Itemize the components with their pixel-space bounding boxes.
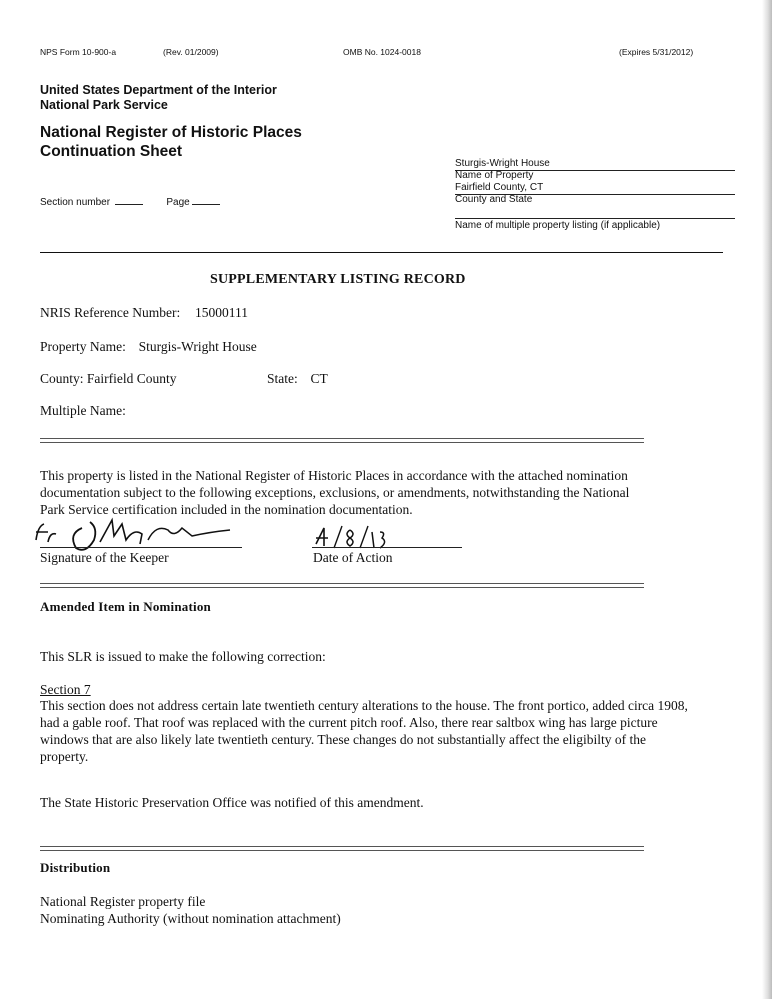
distribution-heading: Distribution — [40, 860, 111, 875]
property-name-text: Sturgis-Wright House — [138, 339, 257, 354]
form-title-line1: National Register of Historic Places — [40, 124, 302, 141]
expiration-date: (Expires 5/31/2012) — [619, 47, 694, 57]
service-name: National Park Service — [40, 98, 168, 112]
divider-1 — [40, 438, 644, 443]
omb-number: OMB No. 1024-0018 — [343, 47, 421, 57]
divider-2 — [40, 583, 644, 588]
county-state-caption: County and State — [455, 194, 533, 205]
section-number-label: Section number — [40, 197, 111, 208]
listing-statement-line2: documentation subject to the following exceptions, exclusions, or amendments, notwithstanding the National — [40, 485, 630, 500]
amended-heading: Amended Item in Nomination — [40, 599, 211, 614]
date-line — [312, 547, 462, 548]
amended-intro: This SLR is issued to make the following correction: — [40, 649, 326, 664]
distribution-item: National Register property file — [40, 894, 206, 909]
signature-caption: Signature of the Keeper — [40, 550, 169, 565]
page-label: Page — [166, 197, 190, 208]
listing-statement-line1: This property is listed in the National Register of Historic Places in accordance with the attached nomination — [40, 468, 628, 483]
amendment-line4: property. — [40, 749, 89, 764]
form-title-line2: Continuation Sheet — [40, 143, 183, 160]
property-name-label: Property Name: — [40, 339, 126, 354]
county-state-value: Fairfield County, CT — [455, 182, 544, 193]
listing-statement-line3: Park Service certification included in the nomination documentation. — [40, 502, 413, 517]
nris-value: 15000111 — [194, 305, 248, 320]
multiple-listing-caption: Name of multiple property listing (if applicable) — [455, 220, 661, 231]
county-text: Fairfield County — [86, 371, 177, 386]
form-revision: (Rev. 01/2009) — [163, 47, 219, 57]
distribution-item: Nominating Authority (without nomination attachment) — [40, 911, 341, 926]
form-id: NPS Form 10-900-a — [40, 47, 117, 57]
property-name-value: Sturgis-Wright House — [455, 158, 550, 169]
section-number-blank — [115, 195, 143, 205]
property-name-caption: Name of Property — [455, 170, 534, 181]
property-name-field — [40, 338, 257, 355]
header-separator — [40, 252, 723, 253]
page-blank — [192, 195, 220, 205]
section-reference: Section 7 — [40, 682, 91, 697]
county-field — [40, 370, 177, 387]
slr-title: SUPPLEMENTARY LISTING RECORD — [210, 272, 466, 287]
divider-3 — [40, 846, 644, 851]
department-name: United States Department of the Interior — [40, 83, 277, 97]
amendment-line3: windows that are also likely late twentieth century. These changes do not substantially affect the eligibilty of the — [40, 732, 646, 747]
signature-line — [40, 547, 242, 548]
scan-edge — [762, 0, 772, 999]
shpo-notice: The State Historic Preservation Office was notified of this amendment. — [40, 795, 424, 810]
section-number-field — [40, 195, 222, 208]
state-label: State: — [267, 371, 298, 386]
nris-reference-field — [40, 304, 248, 321]
state-text: CT — [310, 371, 328, 386]
nris-label: NRIS Reference Number: — [40, 305, 181, 320]
state-field — [267, 370, 328, 387]
multiple-listing-rule — [455, 218, 735, 219]
amendment-line1: This section does not address certain late twentieth century alterations to the house. The front portico, added circa 1908, — [40, 698, 688, 713]
multiple-name-label: Multiple Name: — [40, 403, 126, 418]
county-label: County: — [40, 371, 84, 386]
amendment-line2: had a gable roof. That roof was replaced with the current pitch roof. Also, there rear saltbox wing has large picture — [40, 715, 658, 730]
date-caption: Date of Action — [313, 550, 393, 565]
